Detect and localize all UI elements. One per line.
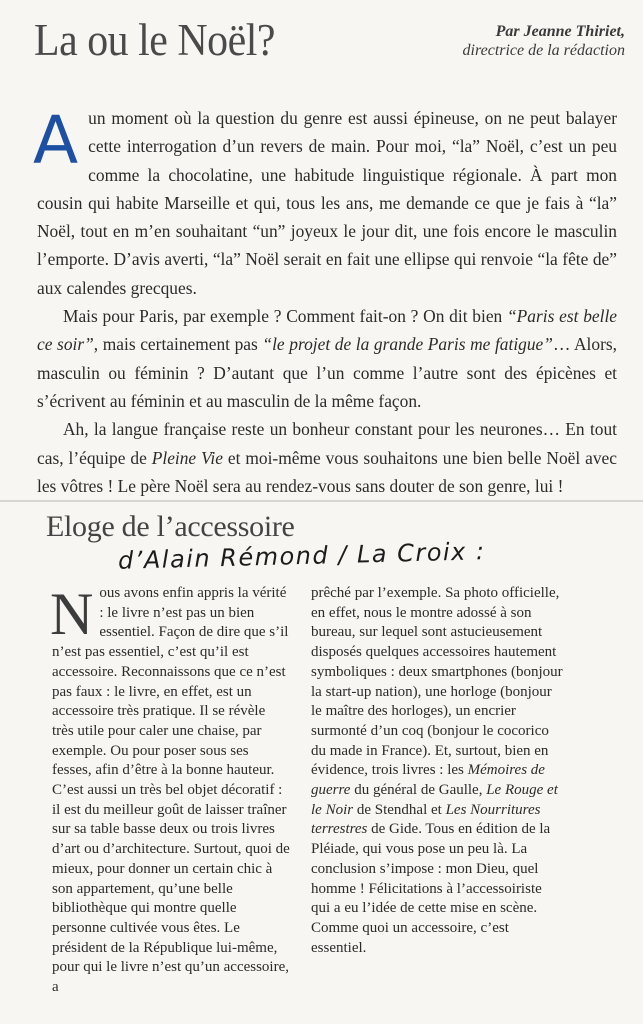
article-right-paragraph (311, 584, 563, 958)
section-divider (0, 500, 643, 502)
byline-role: directrice de la rédaction (462, 42, 625, 59)
quote-paris-belle: “Paris est belle ce soir” (37, 306, 617, 355)
editorial-text-3a: Ah, la langue française reste un bonheur constant pour les neurones… En tout cas, l’équipe de (37, 419, 617, 468)
byline (463, 22, 625, 60)
editorial-text-2c: … Alors, masculin ou féminin ? D’autant que l’un comme l’autre sont des épicènes et s’écrivent au féminin et au masculin de la même façon. (37, 334, 617, 411)
article-column-right (311, 584, 563, 958)
article-left-paragraph (50, 581, 290, 998)
page-title: La ou le Noël? (34, 15, 276, 65)
editorial-text-3b: et moi-même vous souhaitons une bien belle Noël avec les vôtres ! Le père Noël sera au rendez-vous sans douter de son genre, lui ! (37, 447, 617, 496)
book-title-rouge-noir: Le Rouge et le Noir (311, 782, 558, 818)
article-right-text-d: de Gide. Tous en édition de la Pléiade, qui vous pose un peu là. La conclusion s’impose : mon Dieu, quel homme ! Félicitations à l’accessoiriste qui a eu l’idée de cette mise en scène. Comme quoi un accessoire, c’est essentiel. (311, 821, 551, 956)
editorial-paragraph-2 (37, 302, 617, 415)
handwritten-note: d’Alain Rémond / La Croix : (117, 537, 486, 575)
book-title-memoires: Mémoires de guerre (311, 762, 545, 799)
editorial-paragraph-3 (37, 415, 617, 500)
byline-author: Par Jeanne Thiriet, (495, 23, 625, 40)
article-column-left (50, 581, 290, 998)
article-right-text-c: de Stendhal et (353, 801, 446, 818)
article-right-text-a: prêché par l’exemple. Sa photo officielle, en effet, nous le montre adossé à son bureau, sur lequel sont astucieusement disposés quelques accessoires hautement symboliques : deux smartphones (bonjour la start-up nation), une horloge (bonjour le maître des horloges), un encrier surmonté d’un coq (bonjour le cocorico du made in France). Et, surtout, bien en évidence, trois livres : les (311, 585, 563, 779)
editorial-text-1: un moment où la question du genre est aussi épineuse, on ne peut balayer cette interrogation d’un revers de main. Pour moi, “la” Noël, c’est un peu comme la chocolatine, une habitude linguistique régionale. À part mon cousin qui habite Marseille et qui, tous les ans, me demande ce que je fais à “la” Noël, tout en m’en souhaitant “un” joyeux le jour dit, une fois encore le masculin l’emporte. D’avis averti, “la” Noël serait en fait une ellipse qui renvoie “la fête de” aux calendes grecques. (37, 108, 617, 298)
article-left-text: ous avons enfin appris la vérité : le livre n’est pas un bien essentiel. Façon de dire que s’il n’est pas essentiel, c’est qu’il est accessoire. Reconnaissons que ce n’est pas faux : le livre, en effet, est un accessoire très pratique. Il se révèle très utile pour caler une chaise, par exemple. Ou pour poser sous ses fesses, afin d’être à la bonne hauteur. C’est aussi un très bel objet décoratif : il est du meilleur goût de laisser traîner sur sa table basse deux ou trois livres d’art ou d’architecture. Surtout, quoi de mieux, pour donner un certain chic à son appartement, qu’une belle bibliothèque qui montre quelle personne cultivée vous êtes. Le président de la République lui-même, pour qui le livre n’est qu’un accessoire, a (52, 585, 290, 996)
magazine-name: Pleine Vie (151, 447, 223, 468)
drop-cap-a: A (33, 102, 79, 179)
drop-cap-n: N (50, 581, 94, 647)
editorial-text-2a: Mais pour Paris, par exemple ? Comment fait-on ? On dit bien (63, 306, 507, 327)
quote-grande-paris: “le projet de la grande Paris me fatigue” (262, 334, 553, 355)
editorial-text-2b: , mais certainement pas (93, 334, 263, 355)
article-right-text-b: du général de Gaulle, (350, 782, 487, 799)
book-title-nourritures: Les Nourritures terrestres (311, 801, 541, 838)
article-title: Eloge de l’accessoire (46, 510, 295, 543)
editorial-body (33, 102, 617, 500)
editorial-paragraph-1 (33, 102, 617, 302)
